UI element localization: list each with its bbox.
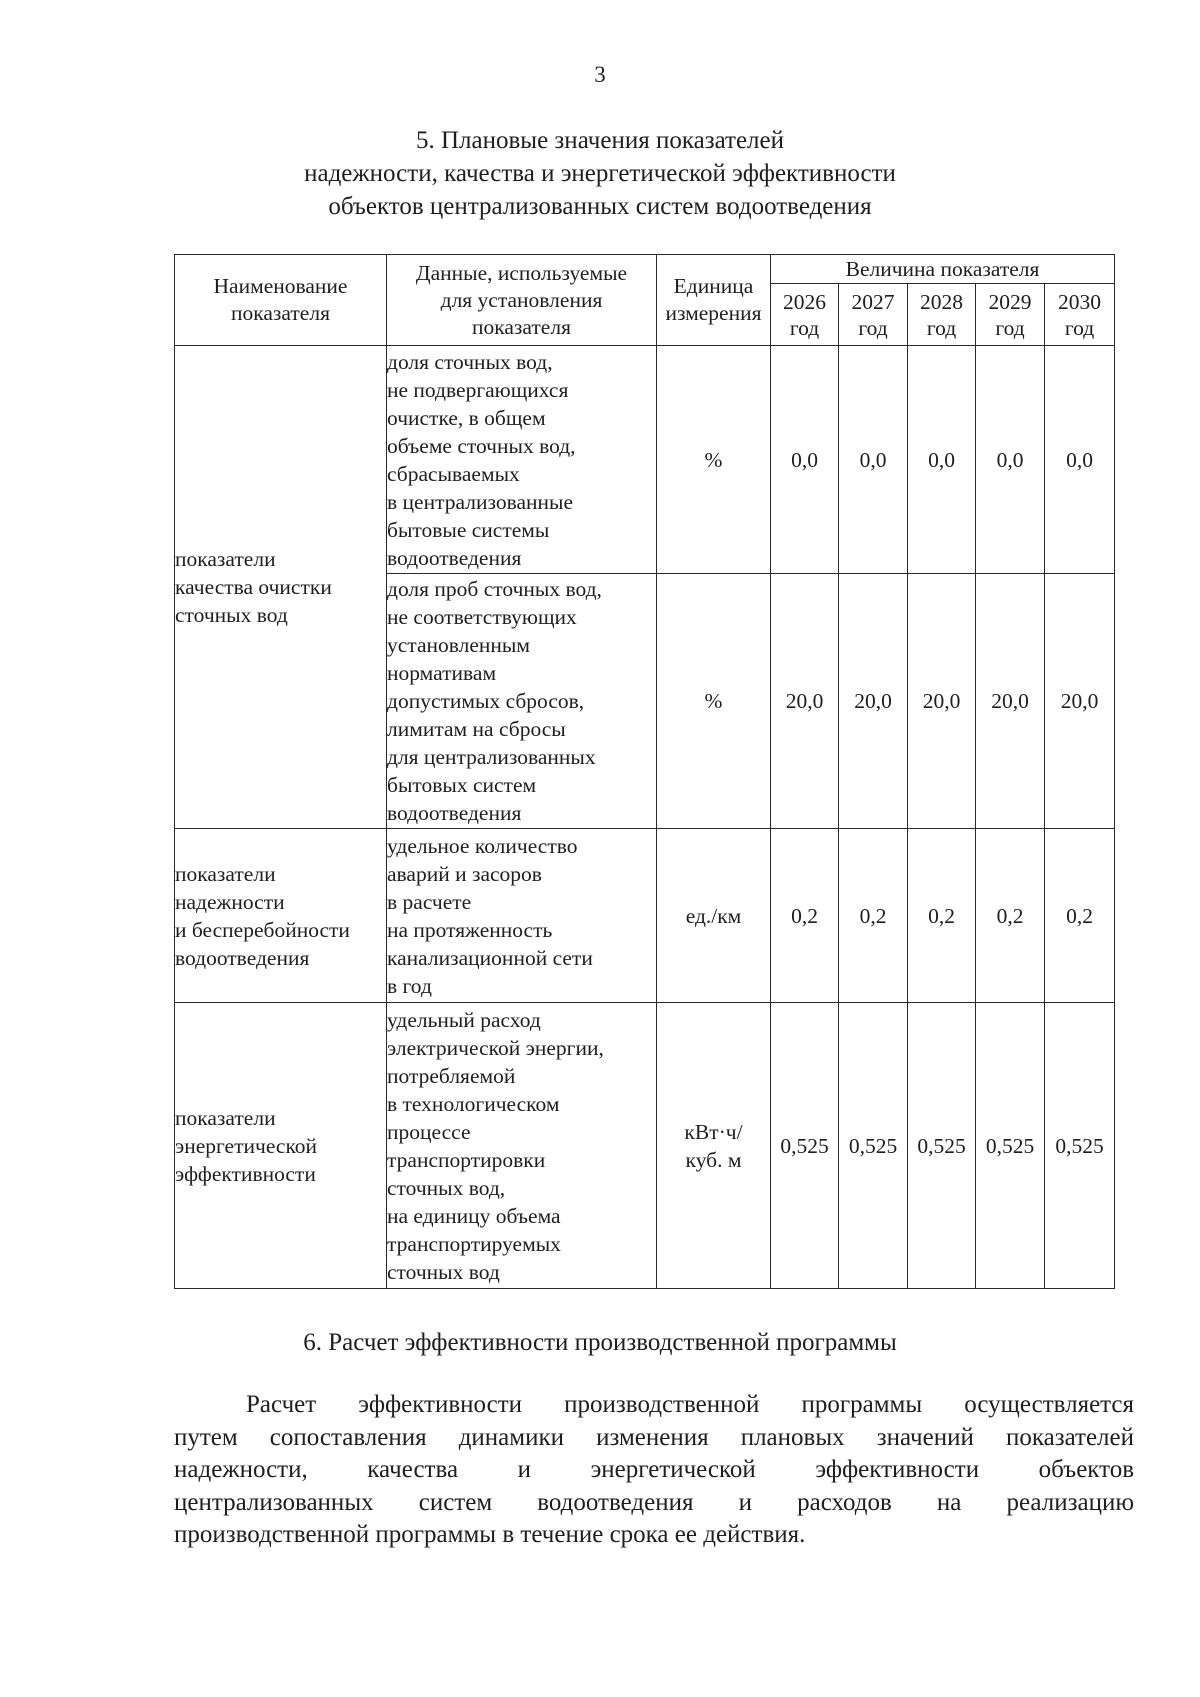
value-cell: 0,0 <box>839 346 908 574</box>
value-cell: 0,0 <box>908 346 976 574</box>
source-data-line: для централизованных <box>387 745 596 769</box>
paragraph-line: производственной программы в течение срока ее действия. <box>174 1521 806 1548</box>
year-suffix: год <box>1064 315 1095 340</box>
value-cell: 20,0 <box>976 574 1045 829</box>
year-number: 2030 <box>1058 289 1102 314</box>
value-cell: 0,525 <box>976 1003 1045 1289</box>
source-data-line: бытовые системы <box>387 517 550 542</box>
value-cell: 0,525 <box>908 1003 976 1289</box>
header-value-group: Величина показателя <box>771 255 1115 284</box>
header-text: для установления <box>440 287 603 312</box>
section-5-title-line: 5. Плановые значения показателей <box>415 127 785 154</box>
source-data-line: не подвергающихся <box>387 377 569 402</box>
value-cell: 0,2 <box>976 829 1045 1003</box>
section-5-title-line: надежности, качества и энергетической эффективности <box>304 160 896 187</box>
indicator-name-line: сточных вод <box>175 603 288 627</box>
header-text: показателя <box>472 314 571 339</box>
source-data-line: сточных вод <box>387 1259 500 1284</box>
header-text: Единица <box>673 274 754 298</box>
source-data-line: в расчете <box>387 889 472 914</box>
indicator-name-line: показатели <box>175 547 276 571</box>
unit-text: куб. м <box>685 1147 742 1172</box>
source-data-cell <box>387 346 657 574</box>
header-year-2030 <box>1045 284 1115 346</box>
source-data-line: в технологическом <box>387 1091 560 1116</box>
unit-cell <box>657 1003 771 1289</box>
source-data-line: не соответствующих <box>387 605 577 629</box>
unit-text: кВт·ч/ <box>684 1119 743 1144</box>
indicator-name-line: показатели <box>175 861 276 886</box>
header-year-2027 <box>839 284 908 346</box>
source-data-line: удельный расход <box>387 1007 541 1032</box>
unit-cell <box>657 574 771 829</box>
source-data-line: лимитам на сбросы <box>387 717 566 741</box>
source-data-line: аварий и засоров <box>387 861 542 886</box>
header-text: показателя <box>231 301 330 325</box>
source-data-line: сточных вод, <box>387 1175 506 1200</box>
table-row <box>175 1003 1115 1289</box>
header-text: Данные, используемые <box>415 260 628 285</box>
unit-text: % <box>704 689 723 713</box>
value-cell: 20,0 <box>908 574 976 829</box>
value-cell: 0,2 <box>1045 829 1115 1003</box>
source-data-cell <box>387 829 657 1003</box>
header-text: измерения <box>665 301 762 325</box>
indicator-name-line: надежности <box>175 889 285 914</box>
table-row <box>175 829 1115 1003</box>
year-suffix: год <box>789 315 820 340</box>
unit-text: % <box>704 447 723 472</box>
value-cell: 0,2 <box>771 829 839 1003</box>
section-6-title: 6. Расчет эффективности производственной программы <box>303 1329 897 1356</box>
year-suffix: год <box>995 315 1025 340</box>
indicator-name-cell <box>175 346 387 829</box>
year-number: 2028 <box>920 289 963 314</box>
source-data-line: установленным <box>387 633 530 657</box>
source-data-cell <box>387 574 657 829</box>
header-text: Наименование <box>213 274 348 298</box>
header-year-2026 <box>771 284 839 346</box>
year-number: 2026 <box>783 289 826 314</box>
header-unit <box>657 255 771 346</box>
indicator-name-line: показатели <box>175 1105 276 1130</box>
source-data-cell <box>387 1003 657 1289</box>
source-data-line: канализационной сети <box>387 945 593 970</box>
indicator-name-line: и бесперебойности <box>175 917 350 942</box>
indicator-name-cell <box>175 829 387 1003</box>
source-data-line: транспортировки <box>387 1147 546 1172</box>
section-6-paragraph <box>174 1389 1134 1552</box>
paragraph-line: централизованных систем водоотведения и расходов на реализацию <box>174 1488 1134 1516</box>
value-cell: 0,0 <box>1045 346 1115 574</box>
source-data-line: объеме сточных вод, <box>387 433 576 458</box>
value-cell: 0,525 <box>1045 1003 1115 1289</box>
year-suffix: год <box>926 315 957 340</box>
value-cell: 20,0 <box>771 574 839 829</box>
source-data-line: сбрасываемых <box>387 461 520 486</box>
unit-text: ед./км <box>685 903 742 928</box>
value-cell: 20,0 <box>1045 574 1115 829</box>
unit-cell <box>657 346 771 574</box>
paragraph-line: Расчет эффективности производственной программы осуществляется <box>246 1391 1134 1418</box>
source-data-line: бытовых систем <box>387 773 537 797</box>
source-data-line: очистке, в общем <box>387 405 546 430</box>
source-data-line: в год <box>387 973 432 998</box>
source-data-line: доля проб сточных вод, <box>387 577 602 601</box>
source-data-line: допустимых сбросов, <box>387 689 585 713</box>
source-data-line: транспортируемых <box>387 1231 561 1256</box>
year-number: 2027 <box>851 289 895 314</box>
source-data-line: нормативам <box>387 661 497 685</box>
section-5-title-line: объектов централизованных систем водоотведения <box>328 193 872 220</box>
value-cell: 0,0 <box>771 346 839 574</box>
source-data-line: в централизованные <box>387 489 573 514</box>
indicator-name-cell <box>175 1003 387 1289</box>
source-data-line: процессе <box>387 1119 471 1144</box>
page-number: 3 <box>594 62 606 87</box>
paragraph-line: надежности, качества и энергетической эффективности объектов <box>174 1456 1134 1483</box>
value-cell: 0,525 <box>771 1003 839 1289</box>
source-data-line: потребляемой <box>387 1063 516 1088</box>
source-data-line: удельное количество <box>387 833 578 858</box>
table-row <box>175 346 1115 574</box>
value-cell: 0,525 <box>839 1003 908 1289</box>
value-cell: 0,2 <box>839 829 908 1003</box>
value-cell: 0,0 <box>976 346 1045 574</box>
header-indicator-name <box>175 255 387 346</box>
source-data-line: электрической энергии, <box>387 1035 604 1060</box>
unit-cell <box>657 829 771 1003</box>
indicator-name-line: эффективности <box>175 1161 316 1186</box>
header-source-data <box>387 255 657 346</box>
source-data-line: на протяженность <box>387 917 553 942</box>
paragraph-line: путем сопоставления динамики изменения плановых значений показателей <box>174 1423 1134 1451</box>
source-data-line: доля сточных вод, <box>387 349 553 374</box>
year-number: 2029 <box>988 289 1032 314</box>
source-data-line: водоотведения <box>387 801 522 825</box>
header-year-2028 <box>908 284 976 346</box>
section-5-title <box>0 124 1200 223</box>
indicator-name-line: водоотведения <box>175 945 310 970</box>
value-cell: 20,0 <box>839 574 908 829</box>
indicator-name-line: качества очистки <box>175 575 332 599</box>
source-data-line: водоотведения <box>387 545 522 570</box>
value-cell: 0,2 <box>908 829 976 1003</box>
header-year-2029 <box>976 284 1045 346</box>
year-suffix: год <box>858 315 888 340</box>
indicator-name-line: энергетической <box>175 1133 318 1158</box>
source-data-line: на единицу объема <box>387 1203 561 1228</box>
indicators-table <box>174 254 1115 1289</box>
